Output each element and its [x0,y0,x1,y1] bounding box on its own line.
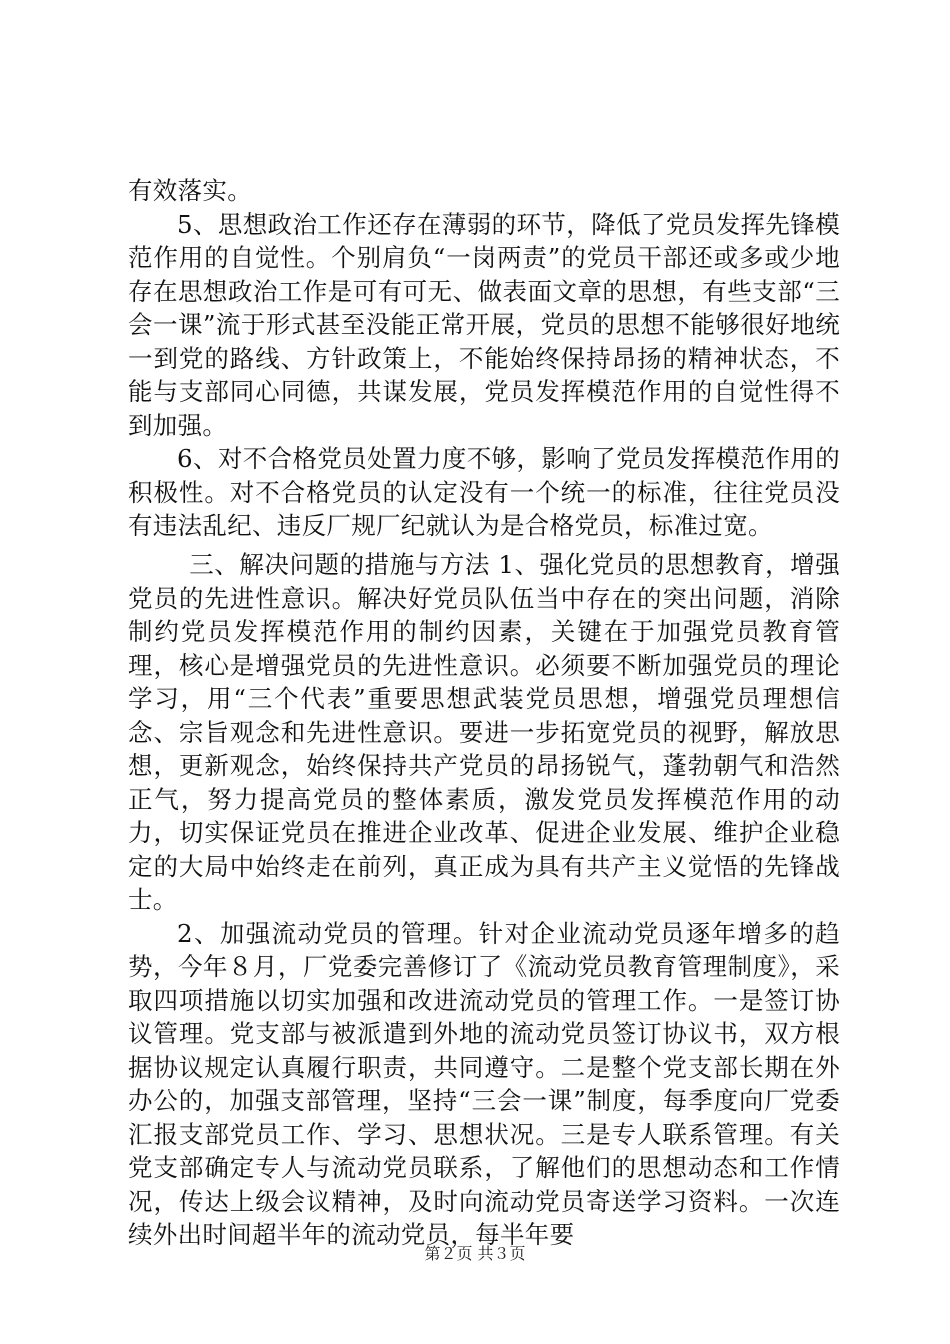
paragraph-measure-2: 2、加强流动党员的管理。针对企业流动党员逐年增多的趋势，今年８月，厂党委完善修订了《流动党员教育管理制度》，采取四项措施以切实加强和改进流动党员的管理工作。一是签订协议管理。党支部与被派遣到外地的流动党员签订协议书，双方根据协议规定认真履行职责，共同遵守。二是整个党支部长期在外办公的，加强支部管理，坚持“三会一课”制度，每季度向厂党委汇报支部党员工作、学习、思想状况。三是专人联系管理。有关党支部确定专人与流动党员联系，了解他们的思想动态和工作情况，传达上级会议精神，及时向流动党员寄送学习资料。一次连续外出时间超半年的流动党员，每半年要 [128,918,840,1249]
text-section-measures [128,548,840,1252]
page-number-footer: 第２页 共３页 [424,1244,526,1263]
paragraph-continuation: 有效落实。 [128,176,252,205]
text-section-problems [128,174,840,543]
paragraph-section-3-measure-1: 三、解决问题的措施与方法 1、强化党员的思想教育，增强党员的先进性意识。解决好党员队伍当中存在的突出问题，消除制约党员发挥模范作用的制约因素，关键在于加强党员教育管理，核心是增强党员的先进性意识。必须要不断加强党员的理论学习，用“三个代表”重要思想武装党员思想，增强党员理想信念、宗旨观念和先进性意识。要进一步拓宽党员的视野，解放思想，更新观念，始终保持共产党员的昂扬锐气，蓬勃朝气和浩然正气，努力提高党员的整体素质，激发党员发挥模范作用的动力，切实保证党员在推进企业改革、促进企业发展、维护企业稳定的大局中始终走在前列，真正成为具有共产主义觉悟的先锋战士。 [128,550,840,914]
paragraph-item-5: 5、思想政治工作还存在薄弱的环节，降低了党员发挥先锋模范作用的自觉性。个别肩负“一岗两责”的党员干部还或多或少地存在思想政治工作是可有可无、做表面文章的思想，有些支部“三会一课”流于形式甚至没能正常开展，党员的思想不能够很好地统一到党的路线、方针政策上，不能始终保持昂扬的精神状态，不能与支部同心同德，共谋发展，党员发挥模范作用的自觉性得不到加强。 [128,209,840,440]
paragraph-item-6: 6、对不合格党员处置力度不够，影响了党员发挥模范作用的积极性。对不合格党员的认定没有一个统一的标准，往往党员没有违法乱纪、违反厂规厂纪就认为是合格党员，标准过宽。 [128,444,840,540]
